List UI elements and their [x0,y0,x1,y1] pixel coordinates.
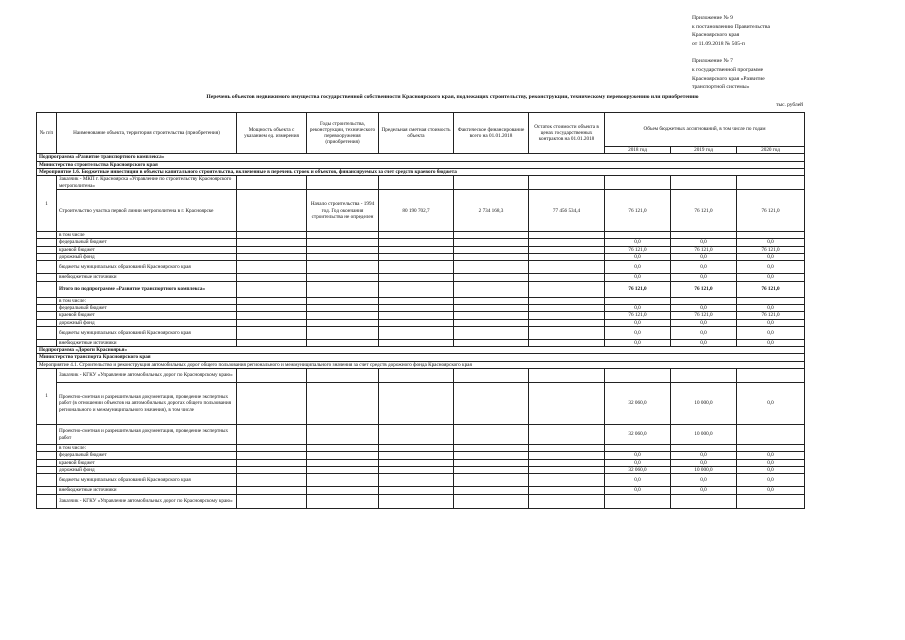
header-row [37,113,805,147]
objects-table [36,112,805,509]
value-2018: 32 060,0 [605,383,671,425]
table-row: в том числе: [37,297,805,304]
object-years: Начало строительства - 1994 год. Год окончания строительства не определен [307,190,379,232]
ministry-row: Министерство транспорта Красноярского края [37,354,805,361]
header-cost: Предельная сметная стоимость объекта [379,113,454,154]
document-title: Перечень объектов недвижимого имущества государственной собственности Красноярского края, подлежащих строительству, реконструкции, техническому перевооружению или приобретению [206,94,699,100]
table-row: внебюджетные источники 0,0 0,0 0,0 [37,274,805,281]
table-row: бюджеты муниципальных образований Красноярского края 0,0 0,0 0,0 [37,474,805,487]
row-number: 1 [37,369,57,425]
value-2018: 76 121,0 [605,190,671,232]
subprogram-row: Подпрограмма «Развитие транспортного комплекса» [37,154,805,161]
appendix-line: к постановлению Правительства [692,23,770,30]
table-row: бюджеты муниципальных образований Красноярского края 0,0 0,0 0,0 [37,261,805,274]
table-row [37,190,805,232]
measure-row: Мероприятие 4.1. Строительство и реконструкция автомобильных дорог общего пользования регионального и межмуниципального значения за счет средств дорожного фонда Красноярского края [37,361,805,368]
header-remain: Остаток стоимости объекта в ценах государственных контрактов на 01.01.2018 [529,113,605,154]
row-number: 1 [37,176,57,232]
table-row [37,176,805,190]
object-name: Строительство участка первой линии метрополитена в г. Красноярске [57,190,237,232]
table-row: внебюджетные источники 0,0 0,0 0,0 [37,339,805,346]
value-2020: 76 121,0 [737,190,805,232]
table-row: федеральный бюджет 0,0 0,0 0,0 [37,304,805,311]
table-row: в том числе: [37,445,805,452]
table-row [37,383,805,425]
header-num: № п/п [37,113,57,154]
object-name: Проектно-сметная и разрешительная документация, проведение экспертных работ (в отношении объектов на автомобильных дорогах общего пользования регионального и межмуниципального значения), в том числе [57,383,237,425]
appendix-line: к государственной программе [692,66,764,73]
client-cell: Заказчик - МКП г. Красноярска «Управление по строительству Красноярского метрополитена» [57,176,237,190]
table-row: в том числе [37,232,805,239]
table-row: бюджеты муниципальных образований Красноярского края 0,0 0,0 0,0 [37,326,805,339]
header-capacity: Мощность объекта с указанием ед. измерения [237,113,307,154]
ministry-row: Министерство строительства Красноярского края [37,161,805,168]
appendix-line: Красноярского края [692,32,740,39]
header-2020: 2020 год [737,147,805,154]
header-budget: Объем бюджетных ассигнований, в том числе по годам [605,113,805,147]
table-row: краевой бюджет 0,0 0,0 0,0 [37,459,805,466]
table-row: внебюджетные источники 0,0 0,0 0,0 [37,487,805,494]
value-2019: 76 121,0 [671,190,737,232]
client-cell: Заказчик - КГКУ «Управление автомобильных дорог по Красноярскому краю» [57,369,237,383]
subprogram-row: Подпрограмма «Дороги Красноярья» [37,347,805,354]
appendix-line: Приложение № 7 [692,58,733,65]
value-2020: 0,0 [737,383,805,425]
table-row: дорожный фонд 32 060,0 10 000,0 0,0 [37,466,805,473]
measure-row: Мероприятие 1.6. Бюджетные инвестиции в объекты капитального строительства, включенные в перечень строек и объектов, финансируемых за счет средств краевого бюджета [37,168,805,175]
table-row: федеральный бюджет 0,0 0,0 0,0 [37,452,805,459]
object-cost: 80 190 702,7 [379,190,454,232]
header-actual: Фактическое финансирование всего на 01.01.2018 [454,113,529,154]
table-row: дорожный фонд 0,0 0,0 0,0 [37,254,805,261]
table-row: дорожный фонд 0,0 0,0 0,0 [37,319,805,326]
unit-label: тыс. рублей [776,102,803,108]
table-row: Проектно-сметная и разрешительная документация, проведение экспертных работ 32 060,0 10 000,0 [37,425,805,445]
appendix-line: от 11.09.2018 № 505-п [692,40,745,47]
total-row: Итого по подпрограмме «Развитие транспортного комплекса» 76 121,0 76 121,0 76 121,0 [37,281,805,297]
header-2018: 2018 год [605,147,671,154]
header-years: Годы строительства, реконструкции, технического перевооружения (приобретения) [307,113,379,154]
object-remain: 77 456 534,4 [529,190,605,232]
table-row: федеральный бюджет 0,0 0,0 0,0 [37,239,805,246]
appendix-block [692,14,892,92]
table-row: краевой бюджет 76 121,0 76 121,0 76 121,0 [37,246,805,253]
table-row [37,494,805,508]
table-row [37,369,805,383]
appendix-line: Красноярского края «Развитие [692,75,765,82]
appendix-line: Приложение № 9 [692,15,733,21]
header-name: Наименование объекта, территория строительства (приобретения) [57,113,237,154]
appendix-line: транспортной системы» [692,84,750,91]
client-cell: Заказчик - КГКУ «Управление автомобильных дорог по Красноярскому краю» [57,494,237,508]
table-row: краевой бюджет 76 121,0 76 121,0 76 121,0 [37,312,805,319]
value-2019: 10 000,0 [671,383,737,425]
object-actual: 2 734 168,3 [454,190,529,232]
header-2019: 2019 год [671,147,737,154]
